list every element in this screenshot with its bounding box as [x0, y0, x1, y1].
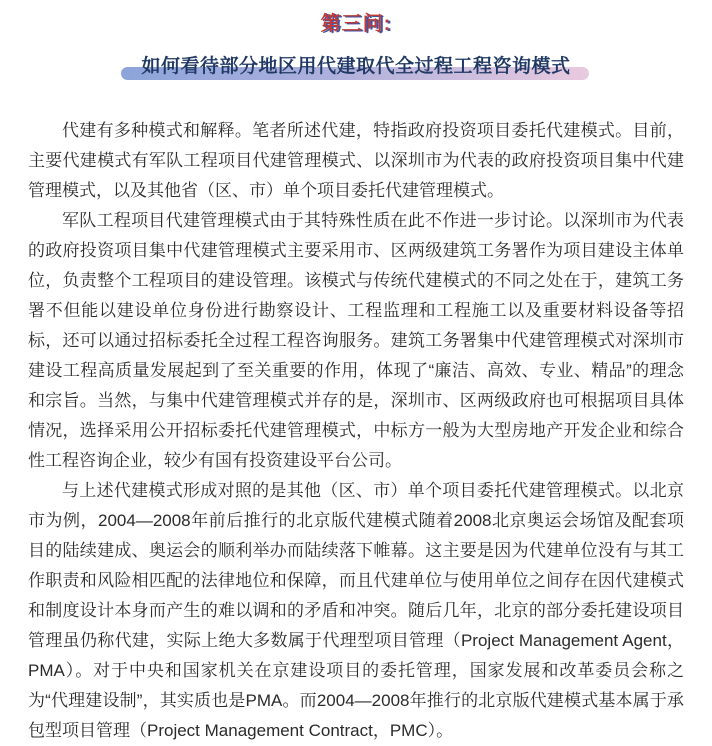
page-subtitle: 如何看待部分地区用代建取代全过程工程咨询模式	[141, 56, 571, 77]
paragraph-1: 代建有多种模式和解释。笔者所述代建，特指政府投资项目委托代建模式。目前，主要代建模式有军队工程项目代建管理模式、以深圳市为代表的政府投资项目集中代建管理模式，以及其他省（区、市）单个项目委托代建管理模式。	[28, 121, 684, 200]
page-title: 第三问:	[320, 13, 392, 35]
subtitle-row	[28, 54, 684, 80]
subtitle-wrap	[141, 54, 570, 80]
paragraph-3: 与上述代建模式形成对照的是其他（区、市）单个项目委托代建管理模式。以北京市为例，2004—2008年前后推行的北京版代建模式随着2008北京奥运会场馆及配套项目的陆续建成、奥运会的顺利举办而陆续落下帷幕。这主要是因为代建单位没有与其工作职责和风险相匹配的法律地位和保障，而且代建单位与使用单位之间存在因代建模式和制度设计本身而产生的难以调和的矛盾和冲突。随后几年，北京的部分委托建设项目管理虽仍称代建，实际上绝大多数属于代理型项目管理（Project Management Agent，PMA）。对于中央和国家机关在京建设项目的委托管理，国家发展和改革委员会称之为“代理建设制”，其实质也是PMA。而2004—2008年推行的北京版代建模式基本属于承包型项目管理（Project Management Contract，PMC）。	[28, 481, 684, 740]
article-body	[28, 116, 684, 746]
paragraph-2: 军队工程项目代建管理模式由于其特殊性质在此不作进一步讨论。以深圳市为代表的政府投资项目集中代建管理模式主要采用市、区两级建筑工务署作为项目建设主体单位，负责整个工程项目的建设管理。该模式与传统代建模式的不同之处在于，建筑工务署不但能以建设单位身份进行勘察设计、工程监理和工程施工以及重要材料设备等招标，还可以通过招标委托全过程工程咨询服务。建筑工务署集中代建管理模式对深圳市建设工程高质量发展起到了至关重要的作用，体现了“廉洁、高效、专业、精品”的理念和宗旨。当然，与集中代建管理模式并存的是，深圳市、区两级政府也可根据项目具体情况，选择采用公开招标委托代建管理模式，中标方一般为大型房地产开发企业和综合性工程咨询企业，较少有国有投资建设平台公司。	[28, 211, 684, 470]
article-header	[28, 10, 684, 80]
